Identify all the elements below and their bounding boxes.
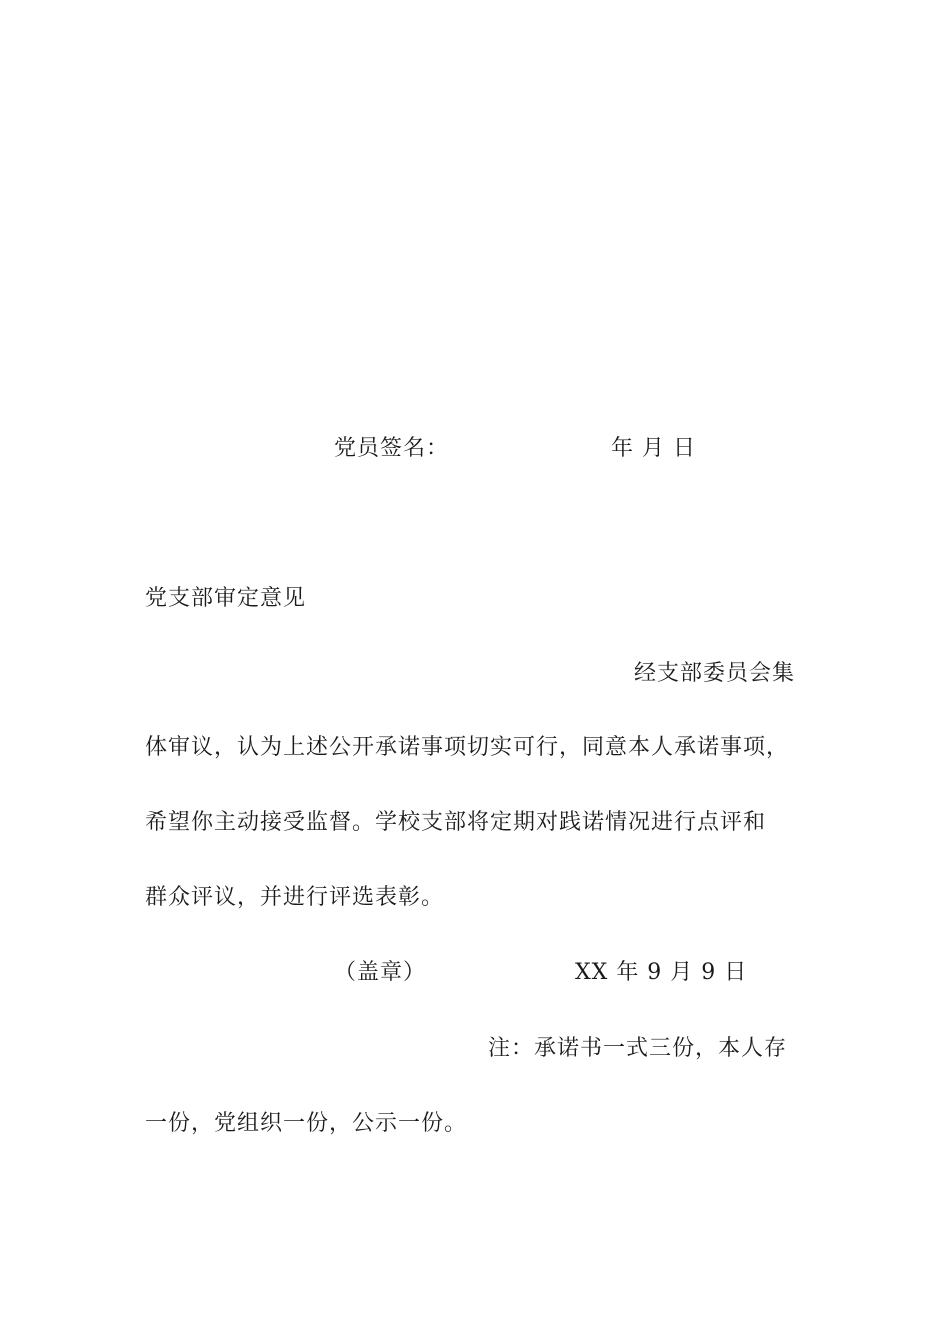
signature-date-placeholder: 年 月 日	[611, 436, 696, 461]
review-body-line-2: 体审议，认为上述公开承诺事项切实可行，同意本人承诺事项，	[145, 735, 790, 760]
review-heading: 党支部审定意见	[145, 586, 307, 611]
review-body-line-4: 群众评议，并进行评选表彰。	[145, 885, 445, 910]
review-body-line-3: 希望你主动接受监督。学校支部将定期对践诺情况进行点评和	[145, 810, 767, 835]
seal-label: （盖章）	[334, 960, 427, 985]
note-line-1: 注：承诺书一式三份，本人存	[488, 1036, 788, 1061]
review-date: XX 年 9 月 9 日	[575, 960, 748, 985]
member-signature-label: 党员签名：	[334, 436, 450, 461]
note-line-2: 一份，党组织一份，公示一份。	[145, 1111, 468, 1136]
review-body-line-1: 经支部委员会集	[634, 661, 796, 686]
